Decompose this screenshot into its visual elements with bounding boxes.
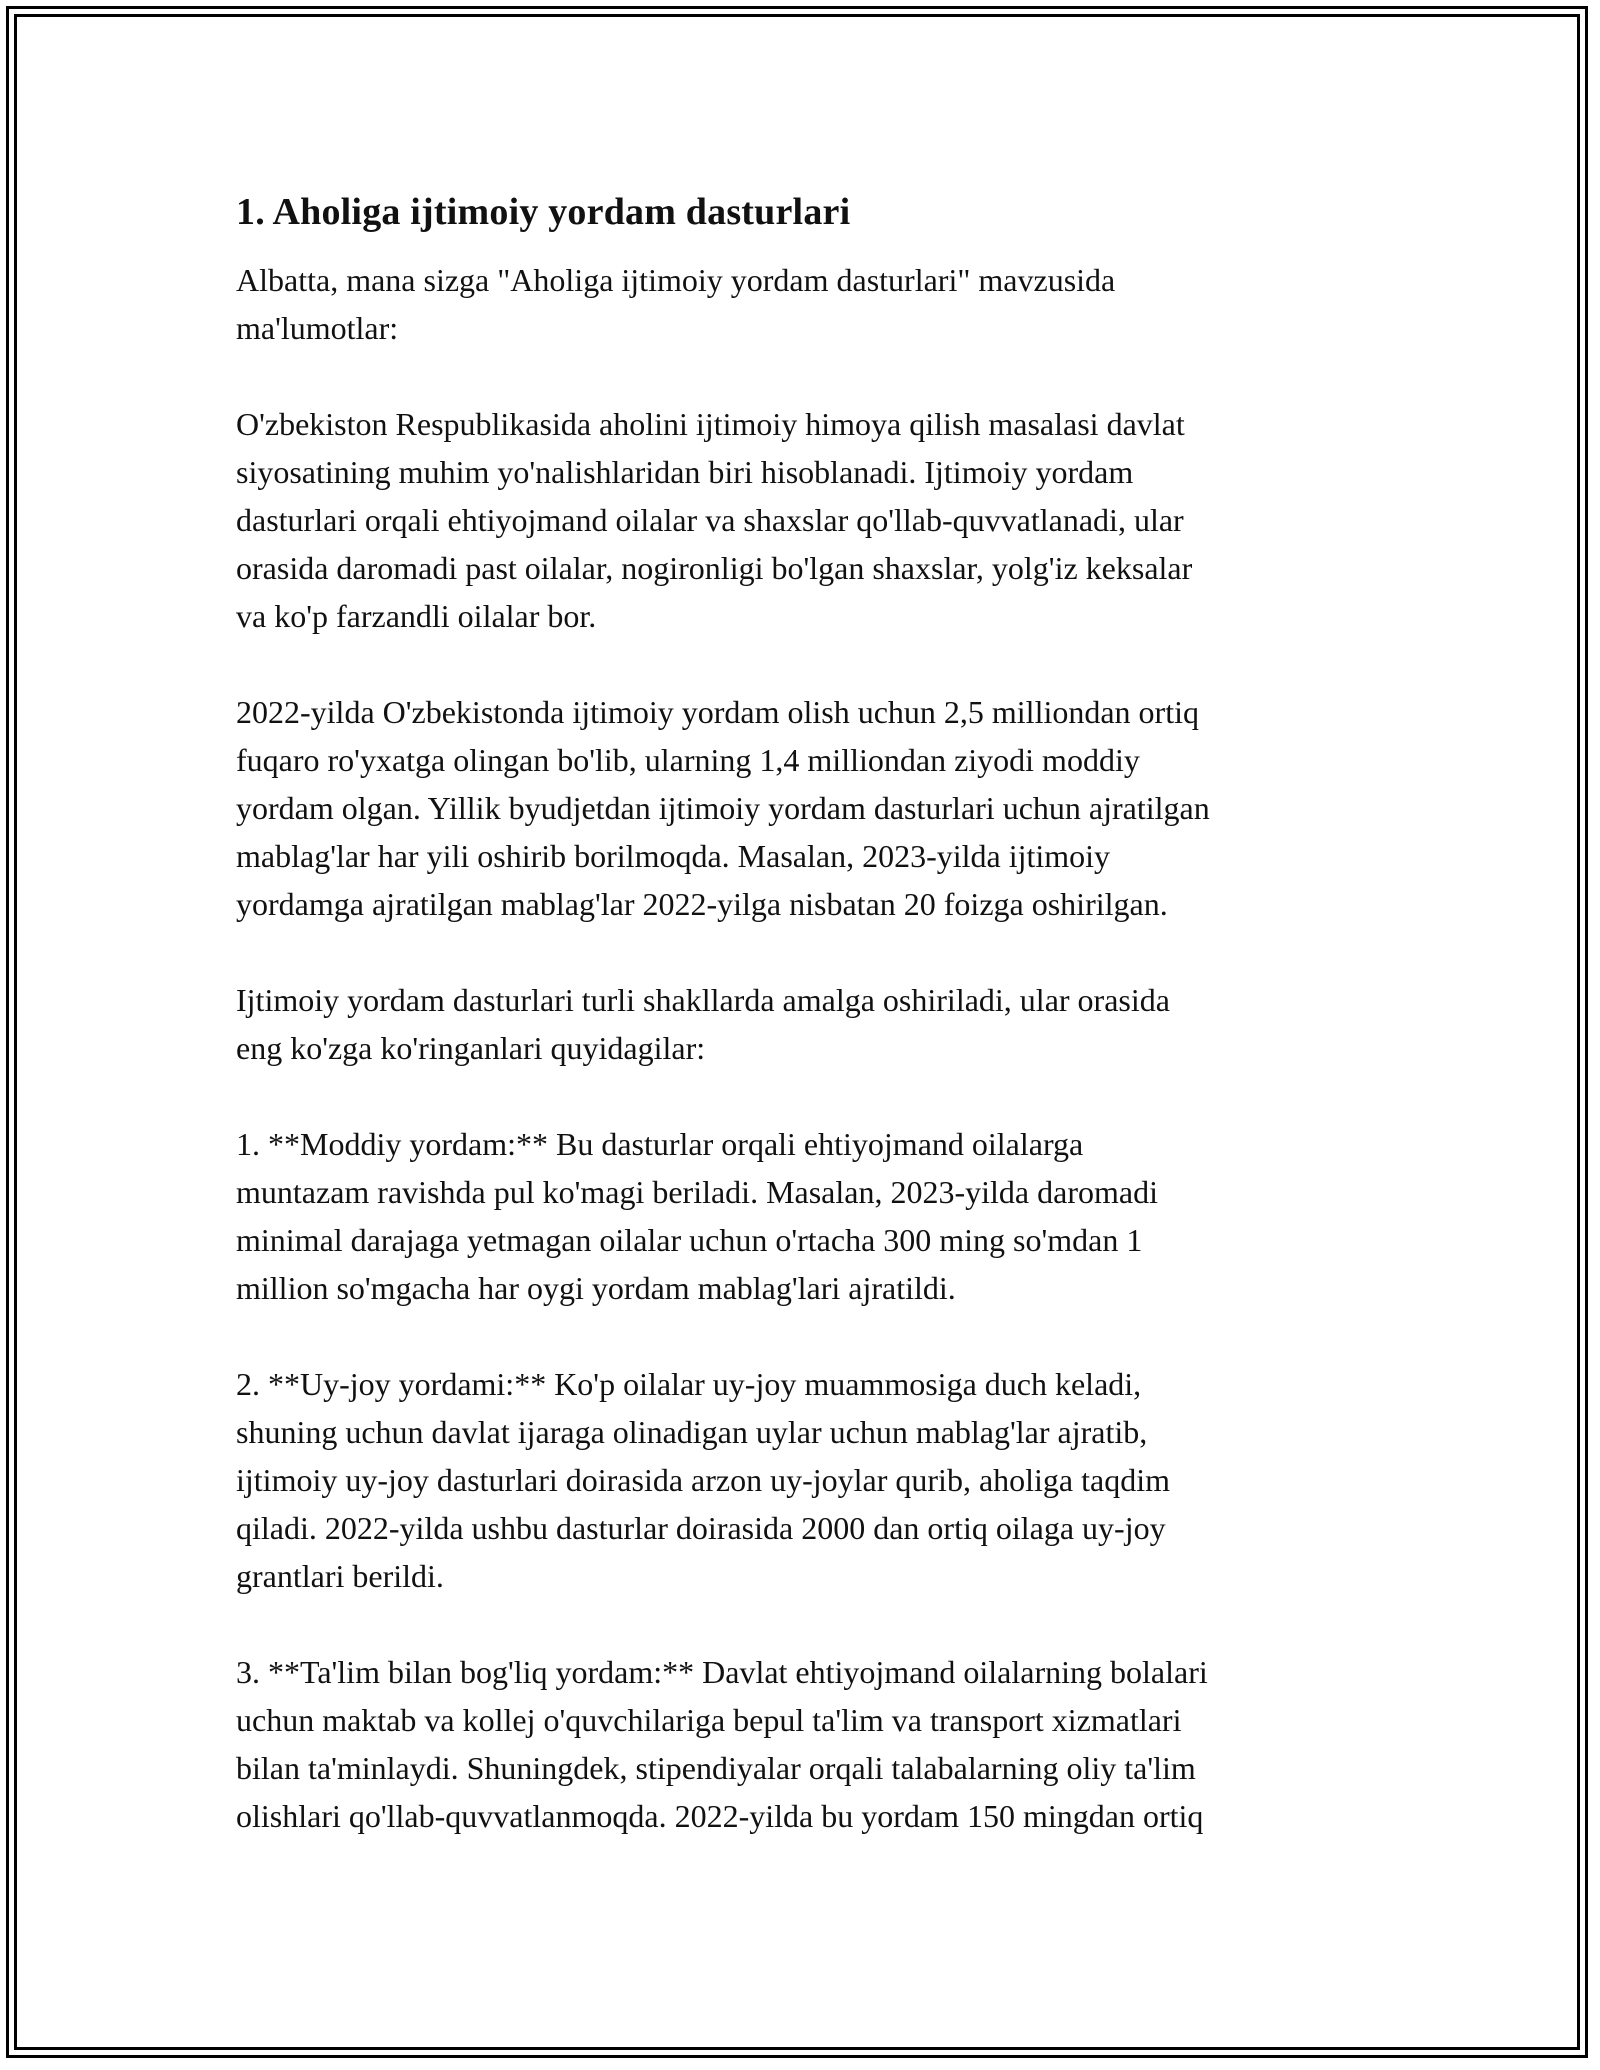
list-item-education-aid: 3. **Ta'lim bilan bog'liq yordam:** Davlat ehtiyojmand oilalarning bolalari uchun maktab va kollej o'quvchilariga bepul ta'lim va transport xizmatlari bilan ta'minlaydi. Shuningdek, stipendiyalar orqali talabalarning oliy ta'lim olishlari qo'llab-quvvatlanmoqda. 2022-yilda bu yordam 150 mingdan ortiq [236,1654,1208,1834]
paragraph-intro: Albatta, mana sizga "Aholiga ijtimoiy yordam dasturlari" mavzusida ma'lumotlar: [236,262,1116,346]
paragraph-statistics: 2022-yilda O'zbekistonda ijtimoiy yordam olish uchun 2,5 milliondan ortiq fuqaro ro'yxatga olingan bo'lib, ularning 1,4 milliondan ziyodi moddiy yordam olgan. Yillik byudjetdan ijtimoiy yordam dasturlari uchun ajratilgan mablag'lar har yili oshirib borilmoqda. Masalan, 2023-yilda ijtimoiy yordamga ajratilgan mablag'lar 2022-yilga nisbatan 20 foizga oshirilgan. [236,694,1210,922]
document-title: 1. Aholiga ijtimoiy yordam dasturlari [236,191,851,233]
paragraph-overview: O'zbekiston Respublikasida aholini ijtimoiy himoya qilish masalasi davlat siyosatining muhim yo'nalishlaridan biri hisoblanadi. Ijtimoiy yordam dasturlari orqali ehtiyojmand oilalar va shaxslar qo'llab-quvvatlanadi, ular orasida daromadi past oilalar, nogironligi bo'lgan shaxslar, yolg'iz keksalar va ko'p farzandli oilalar bor. [236,406,1193,634]
document-body [236,188,1366,1840]
list-item-housing-aid: 2. **Uy-joy yordami:** Ko'p oilalar uy-joy muammosiga duch keladi, shuning uchun davlat ijaraga olinadigan uylar uchun mablag'lar ajratib, ijtimoiy uy-joy dasturlari doirasida arzon uy-joylar qurib, aholiga taqdim qiladi. 2022-yilda ushbu dasturlar doirasida 2000 dan ortiq oilaga uy-joy grantlari berildi. [236,1366,1170,1594]
list-item-material-aid: 1. **Moddiy yordam:** Bu dasturlar orqali ehtiyojmand oilalarga muntazam ravishda pul ko'magi beriladi. Masalan, 2023-yilda daromadi minimal darajaga yetmagan oilalar uchun o'rtacha 300 ming so'mdan 1 million so'mgacha har oygi yordam mablag'lari ajratildi. [236,1126,1158,1306]
paragraph-forms-intro: Ijtimoiy yordam dasturlari turli shakllarda amalga oshiriladi, ular orasida eng ko'zga ko'ringanlari quyidagilar: [236,982,1170,1066]
